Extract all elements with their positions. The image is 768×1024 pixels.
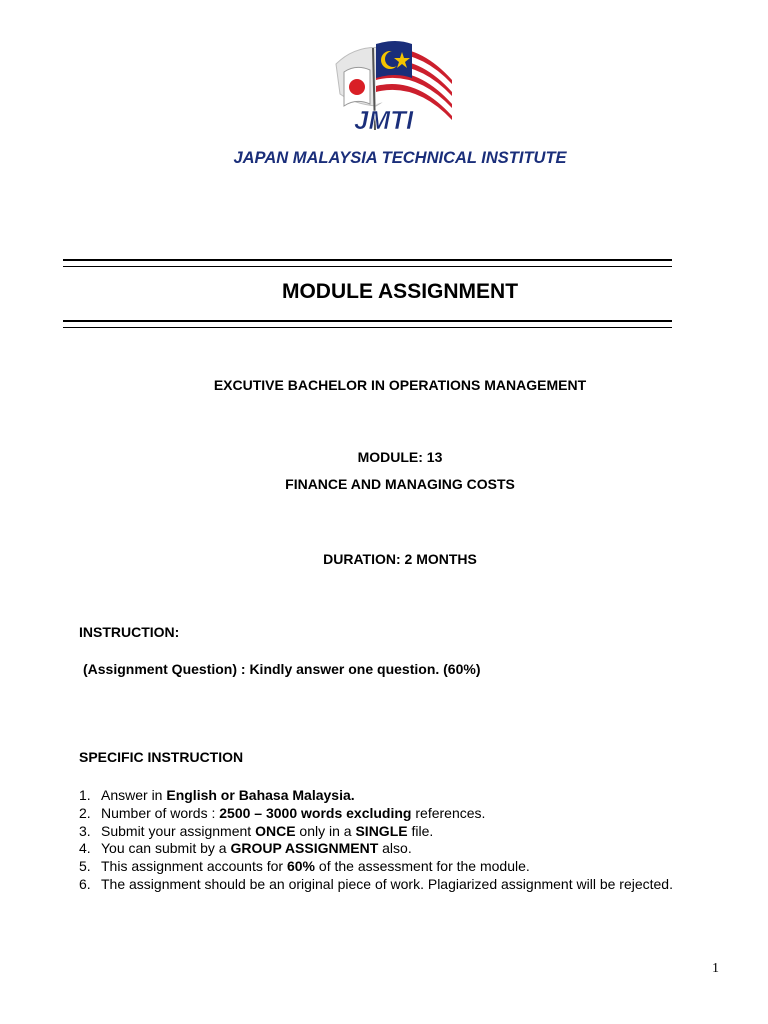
list-text: The assignment should be an original piece of work. Plagiarized assignment will be rejected.: [101, 875, 673, 892]
list-number: 4.: [79, 840, 91, 857]
list-text: references.: [411, 804, 486, 821]
list-item: [79, 787, 673, 805]
institute-name: JAPAN MALAYSIA TECHNICAL INSTITUTE: [233, 149, 567, 167]
list-item: [79, 858, 673, 876]
list-number: 1.: [79, 787, 91, 803]
list-number: 6.: [79, 875, 91, 892]
list-text: also.: [378, 840, 412, 857]
list-text: You can submit by a: [101, 840, 231, 857]
list-number: 5.: [79, 858, 91, 875]
course-name: FINANCE AND MANAGING COSTS: [285, 476, 515, 492]
list-emphasis: 2500 – 3000 words excluding: [219, 804, 412, 821]
instruction-list: [79, 787, 673, 894]
program-name: EXCUTIVE BACHELOR IN OPERATIONS MANAGEMENT: [213, 377, 587, 393]
list-item: [79, 876, 673, 894]
assignment-question: (Assignment Question) : Kindly answer one question. (60%): [83, 661, 481, 677]
list-text: of the assessment for the module.: [315, 858, 530, 875]
list-emphasis: GROUP ASSIGNMENT: [230, 840, 379, 857]
japan-flag-icon: [344, 67, 370, 106]
list-text: This assignment accounts for: [101, 858, 287, 875]
list-item: [79, 823, 673, 841]
list-text: Number of words :: [101, 804, 220, 821]
page-number: 1: [712, 961, 719, 976]
list-number: 2.: [79, 804, 91, 821]
list-text: Submit your assignment: [101, 822, 256, 839]
list-emphasis: SINGLE: [355, 822, 408, 839]
list-text: Answer in: [101, 787, 167, 803]
duration: DURATION: 2 MONTHS: [323, 551, 477, 567]
bottom-divider: [63, 320, 672, 328]
instruction-heading: INSTRUCTION:: [79, 624, 180, 640]
list-number: 3.: [79, 822, 91, 839]
jmti-logo-text: JMTI: [354, 105, 414, 135]
document-title: MODULE ASSIGNMENT: [281, 280, 519, 303]
list-emphasis: 60%: [286, 858, 316, 875]
specific-instruction-heading: SPECIFIC INSTRUCTION: [79, 749, 244, 765]
jmti-logo: [326, 34, 456, 138]
list-item: [79, 840, 673, 858]
list-item: [79, 805, 673, 823]
top-divider: [63, 259, 672, 267]
list-text: only in a: [295, 822, 356, 839]
list-emphasis: ONCE: [255, 822, 296, 839]
list-text: file.: [407, 822, 434, 839]
list-emphasis: English or Bahasa Malaysia.: [166, 787, 355, 803]
module-number: MODULE: 13: [357, 449, 443, 465]
